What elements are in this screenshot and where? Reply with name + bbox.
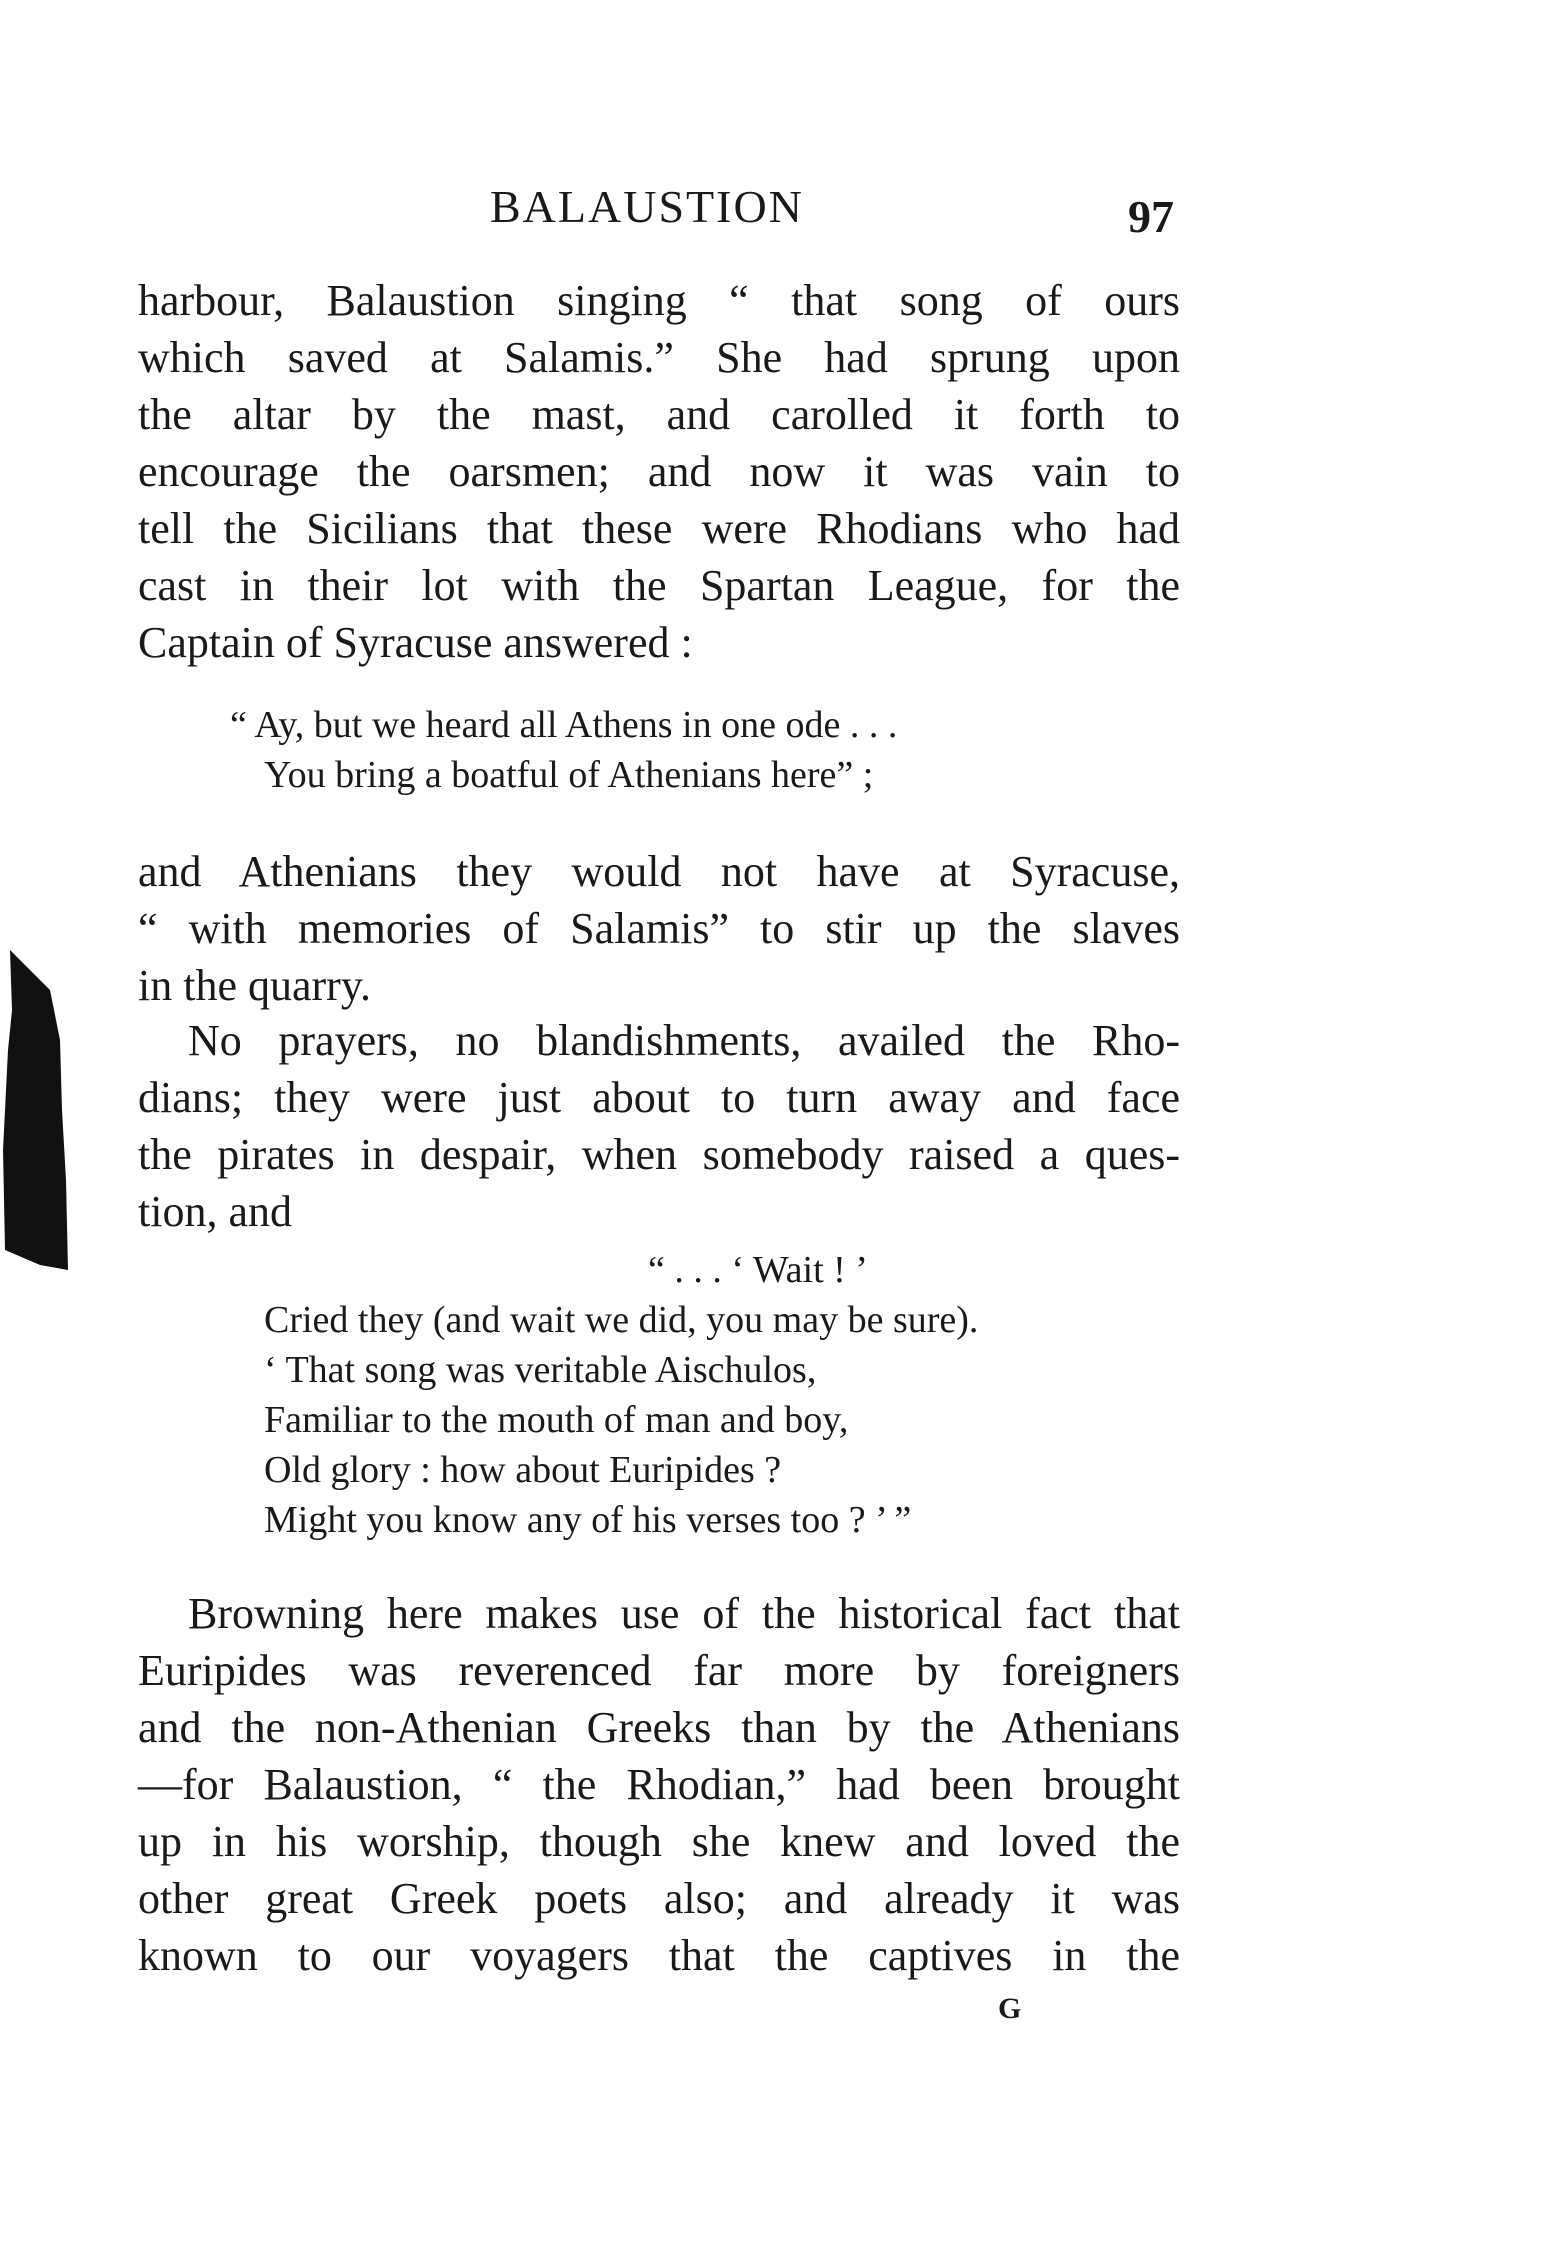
text-line: the altar by the mast, and carolled it forth to (138, 390, 1180, 439)
text-line: the pirates in despair, when somebody raised a ques- (138, 1130, 1180, 1179)
text-line: in the quarry. (138, 961, 371, 1010)
text-line: tion, and (138, 1187, 292, 1236)
page-number: 97 (1128, 191, 1174, 242)
text-line: up in his worship, though she knew and loved the (138, 1817, 1180, 1866)
text-line: harbour, Balaustion singing “ that song of ours (138, 276, 1180, 325)
scan-binding-shadow (0, 950, 70, 1280)
text-line: “ with memories of Salamis” to stir up the slaves (138, 904, 1180, 953)
verse-line: “ Ay, but we heard all Athens in one ode . . . (230, 704, 898, 746)
paragraph-1 (138, 272, 1180, 671)
text-line: other great Greek poets also; and already it was (138, 1874, 1180, 1923)
verse-quote-1 (230, 700, 897, 800)
text-line: Captain of Syracuse answered : (138, 618, 693, 667)
verse-line: Might you know any of his verses too ? ’ ” (264, 1499, 912, 1541)
text-line: and Athenians they would not have at Syracuse, (138, 847, 1180, 896)
running-head: BALAUSTION (490, 181, 804, 232)
text-line: which saved at Salamis.” She had sprung upon (138, 333, 1180, 382)
text-line: cast in their lot with the Spartan League, for the (138, 561, 1180, 610)
text-line: Euripides was reverenced far more by foreigners (138, 1646, 1180, 1695)
text-line: —for Balaustion, “ the Rhodian,” had been brought (138, 1760, 1180, 1809)
verse-line: Cried they (and wait we did, you may be sure). (264, 1299, 979, 1341)
verse-line: “ . . . ‘ Wait ! ’ (648, 1249, 868, 1291)
text-line: tell the Sicilians that these were Rhodians who had (138, 504, 1180, 553)
verse-line: Familiar to the mouth of man and boy, (264, 1399, 849, 1441)
text-line: encourage the oarsmen; and now it was vain to (138, 447, 1180, 496)
text-line: known to our voyagers that the captives in the (138, 1931, 1180, 1980)
paragraph-2 (138, 843, 1180, 1014)
paragraph-4 (138, 1585, 1180, 1984)
paragraph-3 (138, 1012, 1180, 1240)
verse-line: You bring a boatful of Athenians here” ; (264, 754, 874, 796)
verse-line: ‘ That song was veritable Aischulos, (264, 1349, 817, 1391)
verse-quote-2 (264, 1245, 978, 1545)
text-line: No prayers, no blandishments, availed the Rho- (188, 1016, 1180, 1065)
text-line: dians; they were just about to turn away and face (138, 1073, 1180, 1122)
text-line: Browning here makes use of the historical fact that (188, 1589, 1180, 1638)
signature-mark: G (998, 1992, 1022, 2025)
verse-line: Old glory : how about Euripides ? (264, 1449, 782, 1491)
text-line: and the non-Athenian Greeks than by the Athenians (138, 1703, 1180, 1752)
